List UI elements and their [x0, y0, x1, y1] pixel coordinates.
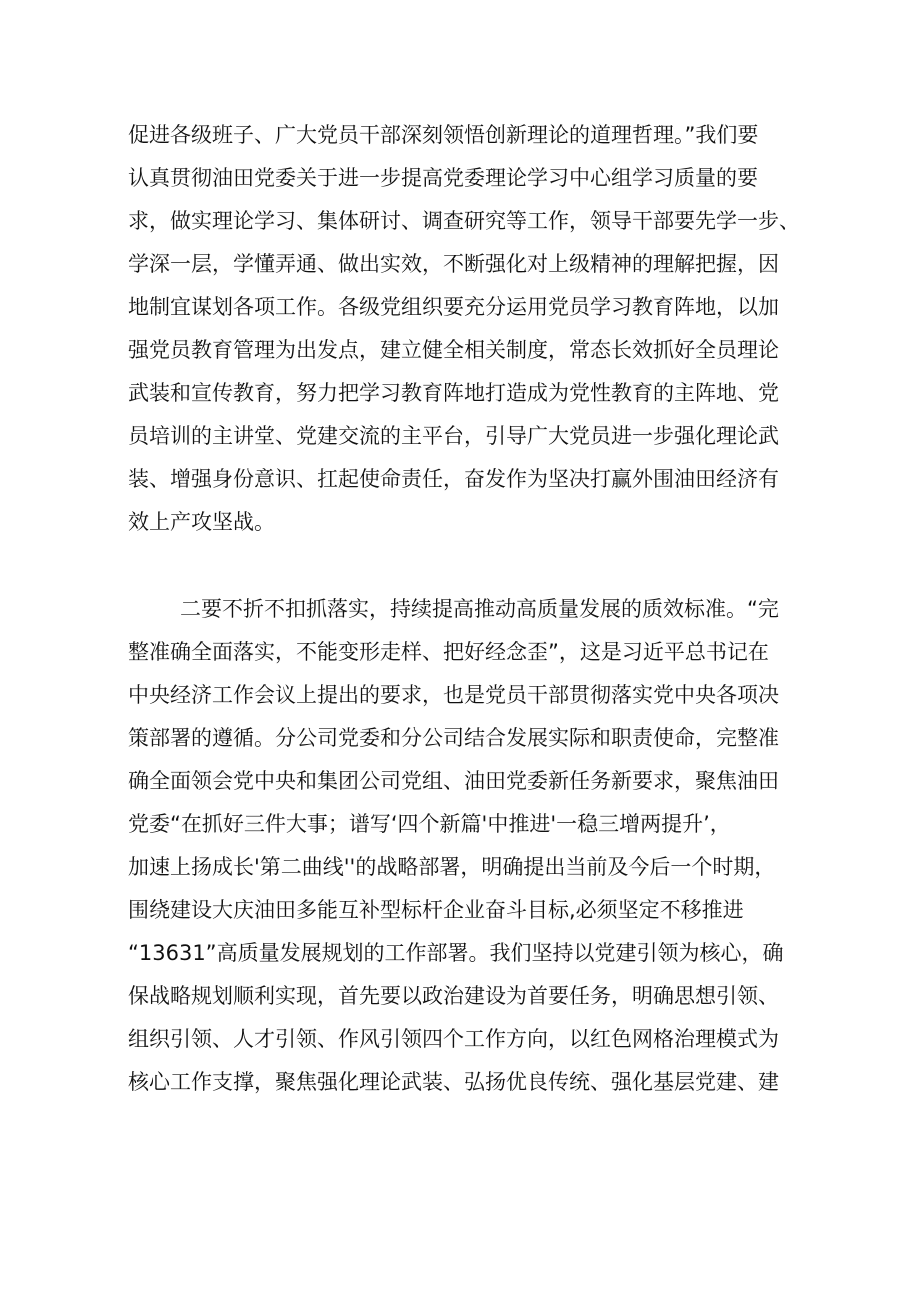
paragraph-2-line: 中央经济工作会议上提出的要求，也是党员干部贯彻落实党中央各项决: [128, 683, 779, 707]
paragraph-2-line: 确全面领会党中央和集团公司党组、油田党委新任务新要求，聚焦油田: [128, 769, 779, 793]
paragraph-1-line: 强党员教育管理为出发点，建立健全相关制度，常态长效抓好全员理论: [128, 338, 779, 362]
paragraph-2-line: 围绕建设大庆油田多能互补型标杆企业奋斗目标,必须坚定不移推进: [128, 898, 744, 922]
paragraph-2-line: 加速上扬成长'第二曲线''的战略部署，明确提出当前及今后一个时期，: [128, 855, 776, 879]
paragraph-1-line: 装、增强身份意识、扛起使命责任，奋发作为坚决打赢外围油田经济有: [128, 467, 779, 491]
paragraph-2-line: 二要不折不扣抓落实，持续提高推动高质量发展的质效标准。“完: [180, 597, 779, 621]
paragraph-1-line: 地制宜谋划各项工作。各级党组织要充分运用党员学习教育阵地，以加: [128, 295, 779, 319]
paragraph-2-line: 党委“在抓好三件大事；谱写‘四个新篇'中推进'一稳三增两提升’，: [128, 812, 731, 836]
paragraph-1-line: 效上产攻坚战。: [128, 510, 275, 534]
paragraph-1-line: 学深一层，学懂弄通、做出实效，不断强化对上级精神的理解把握，因: [128, 252, 779, 276]
paragraph-1-line: 求，做实理论学习、集体研讨、调查研究等工作，领导干部要先学一步、: [128, 209, 800, 233]
paragraph-2-line: 整准确全面落实，不能变形走样、把好经念歪”，这是习近平总书记在: [128, 640, 769, 664]
paragraph-2-line: “13631”高质量发展规划的工作部署。我们坚持以党建引领为核心，确: [128, 941, 784, 965]
paragraph-1-line: 认真贯彻油田党委关于进一步提高党委理论学习中心组学习质量的要: [128, 166, 758, 190]
paragraph-1-line: 员培训的主讲堂、党建交流的主平台，引导广大党员进一步强化理论武: [128, 424, 779, 448]
paragraph-2-line: 保战略规划顺利实现，首先要以政治建设为首要任务，明确思想引领、: [128, 984, 779, 1008]
paragraph-2-line: 组织引领、人才引领、作风引领四个工作方向，以红色网格治理模式为: [128, 1027, 779, 1051]
paragraph-2-line: 核心工作支撑，聚焦强化理论武装、弘扬优良传统、强化基层党建、建: [128, 1070, 779, 1094]
paragraph-1-line: 促进各级班子、广大党员干部深刻领悟创新理论的道理哲理。”我们要: [128, 123, 759, 147]
paragraph-1-line: 武装和宣传教育，努力把学习教育阵地打造成为党性教育的主阵地、党: [128, 381, 779, 405]
paragraph-2-line: 策部署的遵循。分公司党委和分公司结合发展实际和职责使命，完整准: [128, 726, 779, 750]
